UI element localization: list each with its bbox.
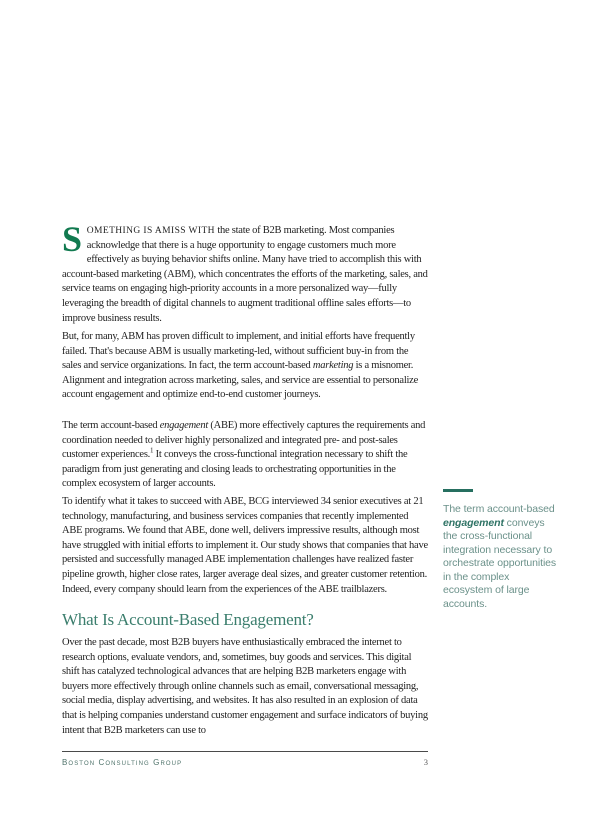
page-footer (62, 751, 428, 767)
callout-text: The term account-based engagement conveys the cross-functional integration necessary to orchestrate opportunities in the complex ecosystem of large accounts. (443, 503, 557, 610)
footer-brand: Boston Consulting Group (62, 758, 183, 767)
body-paragraph: Over the past decade, most B2B buyers have enthusiastically embraced the internet to research options, evaluate vendors, and, sometimes, buy goods and services. This digital shift has catalyzed technological advances that are helping B2B marketers engage with buyers more effectively through online channels such as email, conversational messaging, social media, display advertising, and websites. It has also resulted in an explosion of data that is helping companies understand customer engagement and surface indicators of buying intent that B2B marketers can use to (62, 637, 428, 736)
body-paragraph (62, 219, 429, 326)
callout-accent-rule (443, 489, 473, 492)
body-paragraph: The term account-based engagement (ABE) more effectively captures the requirements and coordination needed to deliver highly personalized and integrated pre- and post-sales customer experiences.$^1$ It conveys the cross-functional integration necessary to shift the paradigm from just generating and closing leads to orchestrating opportunities in the complex ecosystem of larger accounts. (62, 420, 426, 490)
body-paragraph: But, for many, ABM has proven difficult to implement, and initial efforts have frequently failed. That's because ABM is usually marketing-led, without sufficient buy-in from the sales and service organizations. In fact, the term account-based marketing is a misnomer. Alignment and integration across marketing, sales, and service are essential to personalize account engagement and optimize end-to-end customer journeys. (62, 331, 418, 401)
page-number: 3 (423, 757, 428, 767)
sidebar-callout (443, 489, 559, 611)
footer-row (62, 752, 428, 767)
lead-in-small-caps: OMETHING IS AMISS WITH (86, 226, 215, 236)
section-heading: What Is Account-Based Engagement? (62, 610, 314, 629)
paragraph-text: the state of B2B marketing. Most companies acknowledge that there is a huge opportunity to engage customers much more effectively as buying behavior shifts online. Many have tried to accomplish this with account-based marketing (ABM), which concentrates the efforts of the marketing, sales, and service teams on engaging high-priority accounts in a more personalized way—fully leveraging the breadth of digital channels to augment traditional offline sales efforts—to improve business results. (62, 225, 428, 324)
drop-cap: S (62, 219, 82, 259)
body-paragraph: To identify what it takes to succeed with ABE, BCG interviewed 34 senior executives at 21 technology, manufacturing, and business services companies that recently implemented ABE programs. We found that ABE, done well, delivers impressive results, although most have struggled with initial efforts to implement it. Our study shows that companies that have persisted and successfully managed ABE implementation challenges have realized faster pipeline growth, higher close rates, larger average deal sizes, and greater customer retention. Indeed, every company should learn from the experiences of the ABE trailblazers. (62, 496, 428, 595)
